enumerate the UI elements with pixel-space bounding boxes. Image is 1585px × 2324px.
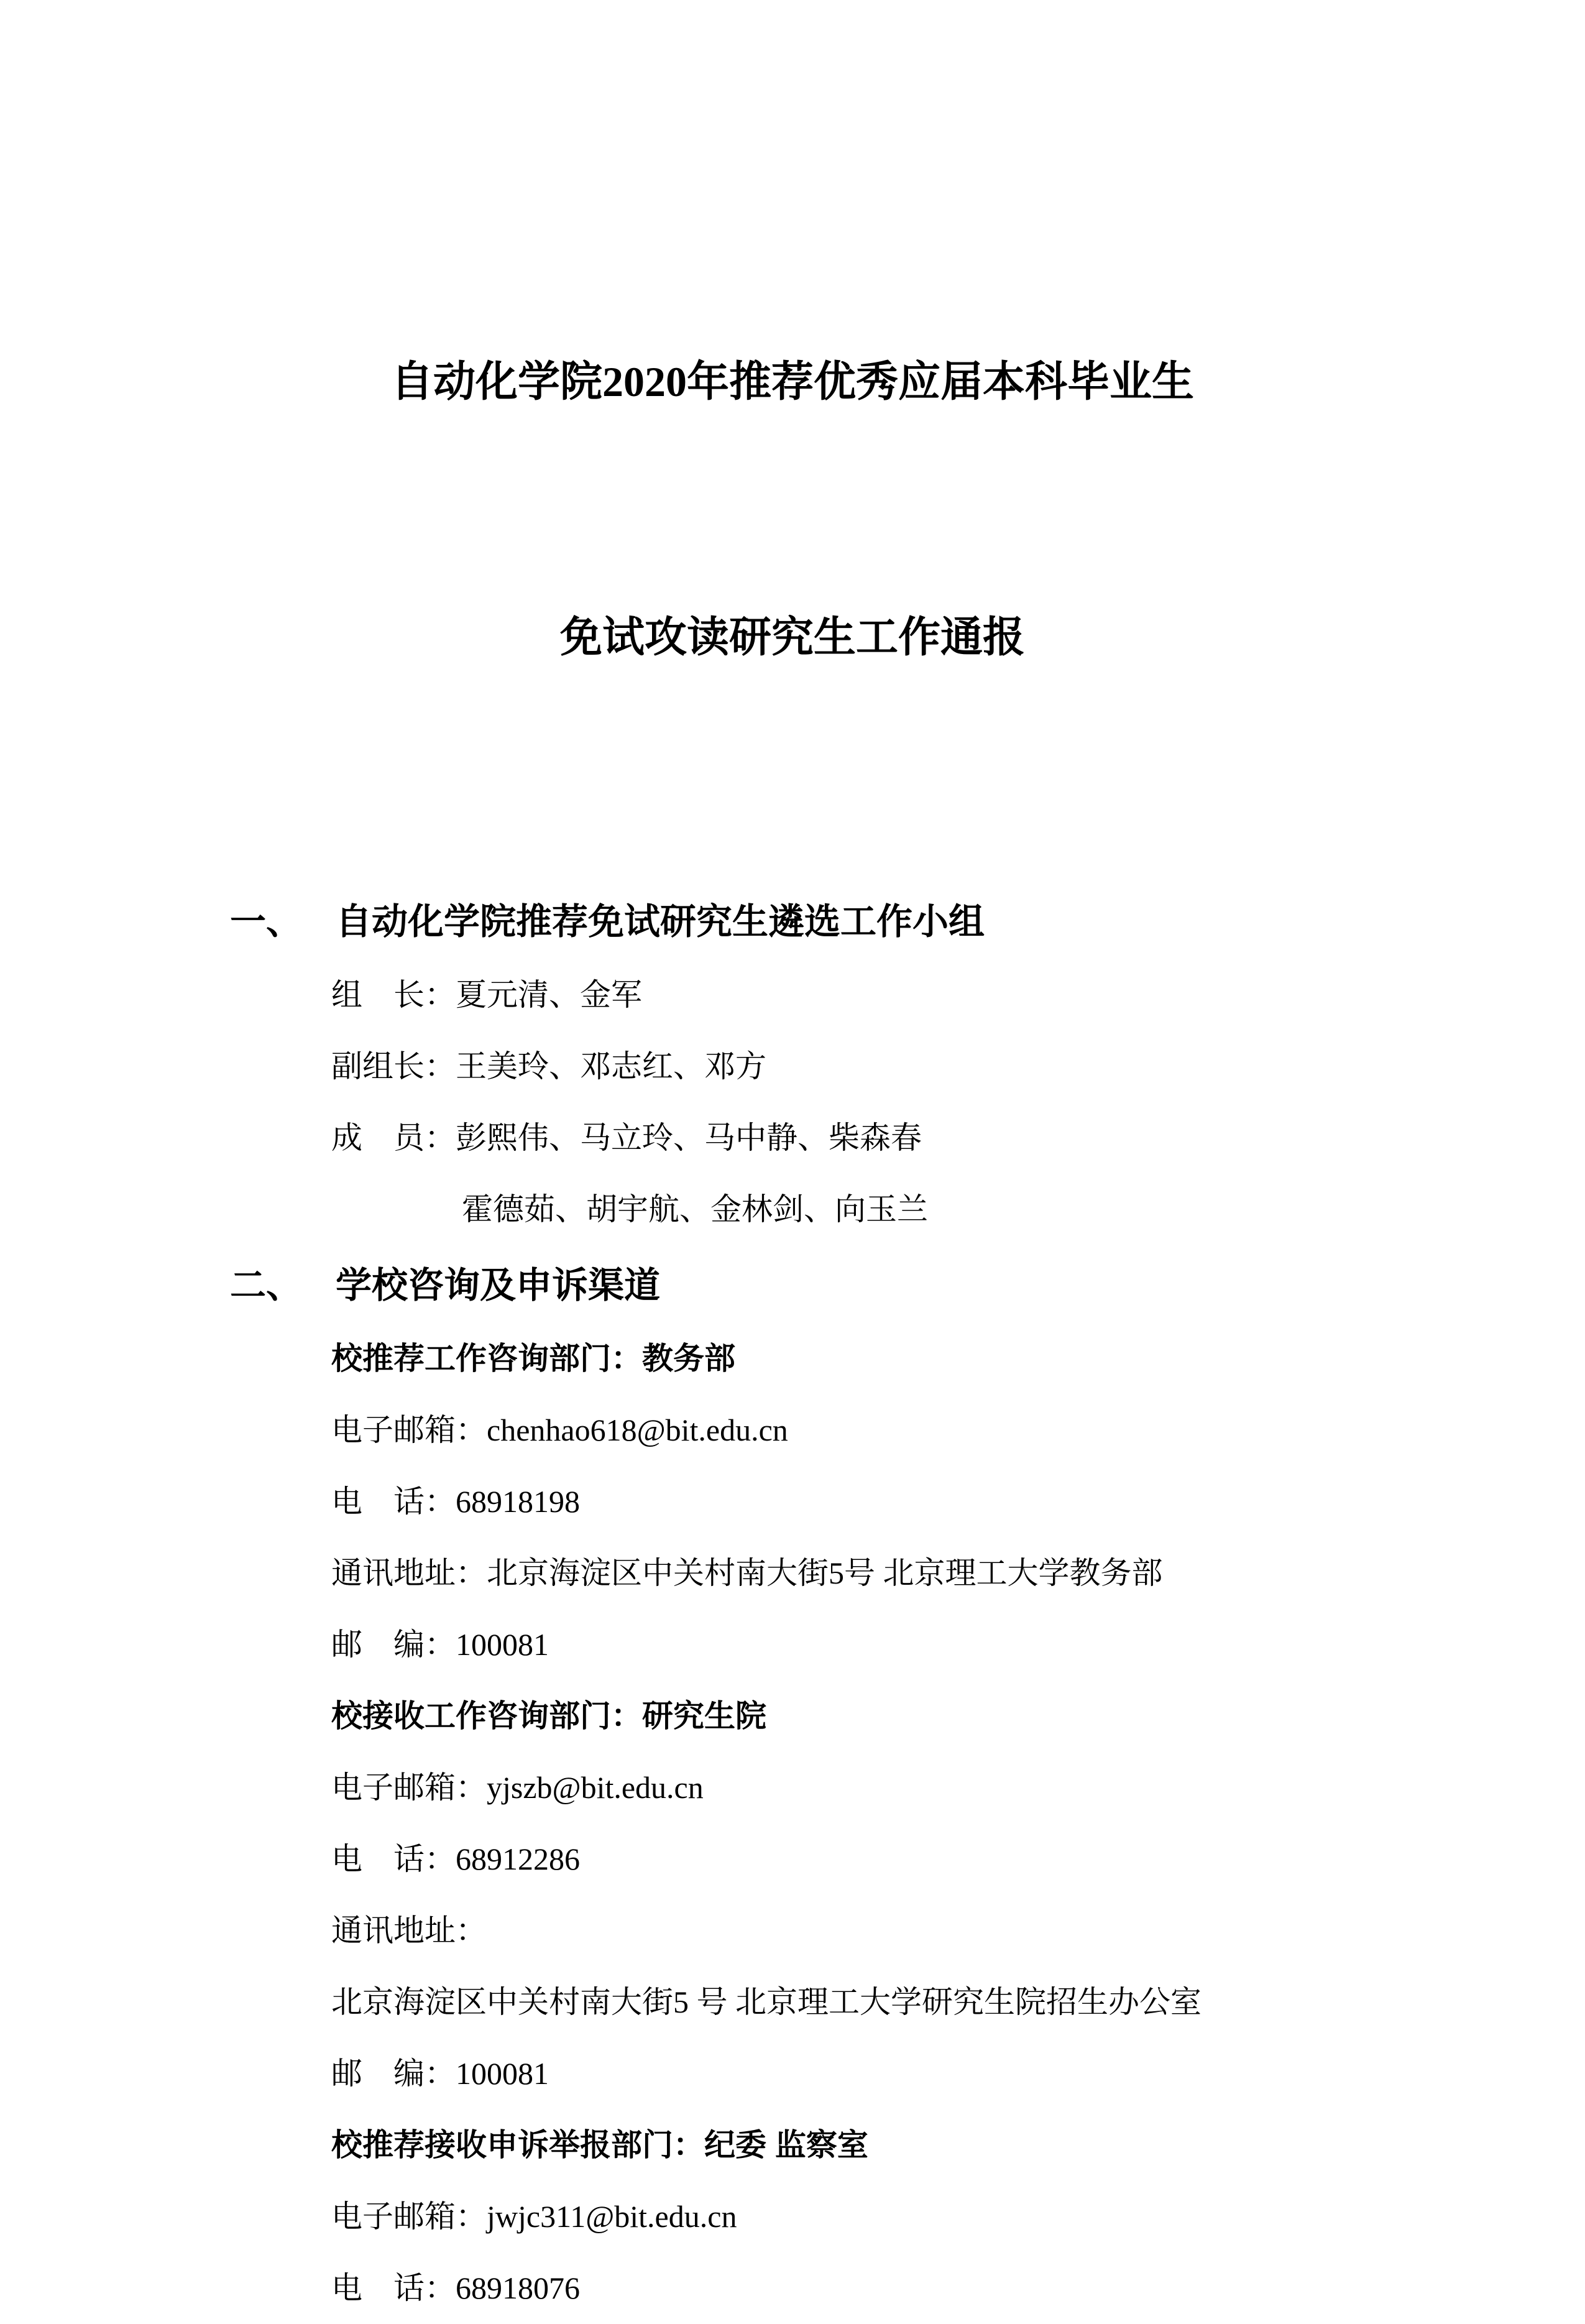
admission-dept-phone-line: 电 话：68912286 [331, 1842, 580, 1876]
admission-dept-email-line: 电子邮箱：yjszb@bit.edu.cn [331, 1770, 704, 1805]
members-continued-line: 霍德茹、胡宇航、金林剑、向玉兰 [462, 1192, 928, 1227]
group-leader-line: 组 长：夏元清、金军 [331, 977, 642, 1012]
appeal-dept-phone-line: 电 话：68918076 [331, 2271, 580, 2305]
section1-number: 一、 [230, 901, 303, 942]
recommend-dept-heading: 校推荐工作咨询部门：教务部 [331, 1341, 735, 1376]
members-line: 成 员：彭熙伟、马立玲、马中静、柴森春 [331, 1120, 922, 1155]
admission-dept-address-line: 北京海淀区中关村南大街5 号 北京理工大学研究生院招生办公室 [331, 1985, 1201, 2019]
document-title-line2: 免试攻读研究生工作通报 [559, 614, 1025, 661]
section2-heading [230, 1248, 1585, 1323]
vice-leader-line: 副组长：王美玲、邓志红、邓方 [331, 1049, 766, 1084]
admission-dept-address-label-line: 通讯地址： [331, 1913, 487, 1948]
document-title [0, 0, 1585, 851]
recommend-dept-address-line: 通讯地址：北京海淀区中关村南大街5号 北京理工大学教务部 [331, 1556, 1163, 1590]
recommend-dept-phone-line: 电 话：68918198 [331, 1484, 580, 1519]
section2-number: 二、 [230, 1265, 303, 1306]
appeal-dept-heading: 校推荐接收申诉举报部门：纪委 监察室 [331, 2128, 868, 2162]
section2-heading-text: 学校咨询及申诉渠道 [336, 1265, 661, 1306]
recommend-dept-postcode-line: 邮 编：100081 [331, 1627, 549, 1662]
recommend-dept-email-line: 电子邮箱：chenhao618@bit.edu.cn [331, 1413, 788, 1447]
appeal-dept-email-line: 电子邮箱：jwjc311@bit.edu.cn [331, 2199, 737, 2234]
admission-dept-heading: 校接收工作咨询部门：研究生院 [331, 1699, 766, 1733]
document-title-line1: 自动化学院2020年推荐优秀应届本科毕业生 [390, 358, 1194, 405]
section1-heading-text: 自动化学院推荐免试研究生遴选工作小组 [336, 901, 985, 942]
admission-dept-postcode-line: 邮 编：100081 [331, 2056, 549, 2091]
section1-heading [230, 885, 1585, 959]
